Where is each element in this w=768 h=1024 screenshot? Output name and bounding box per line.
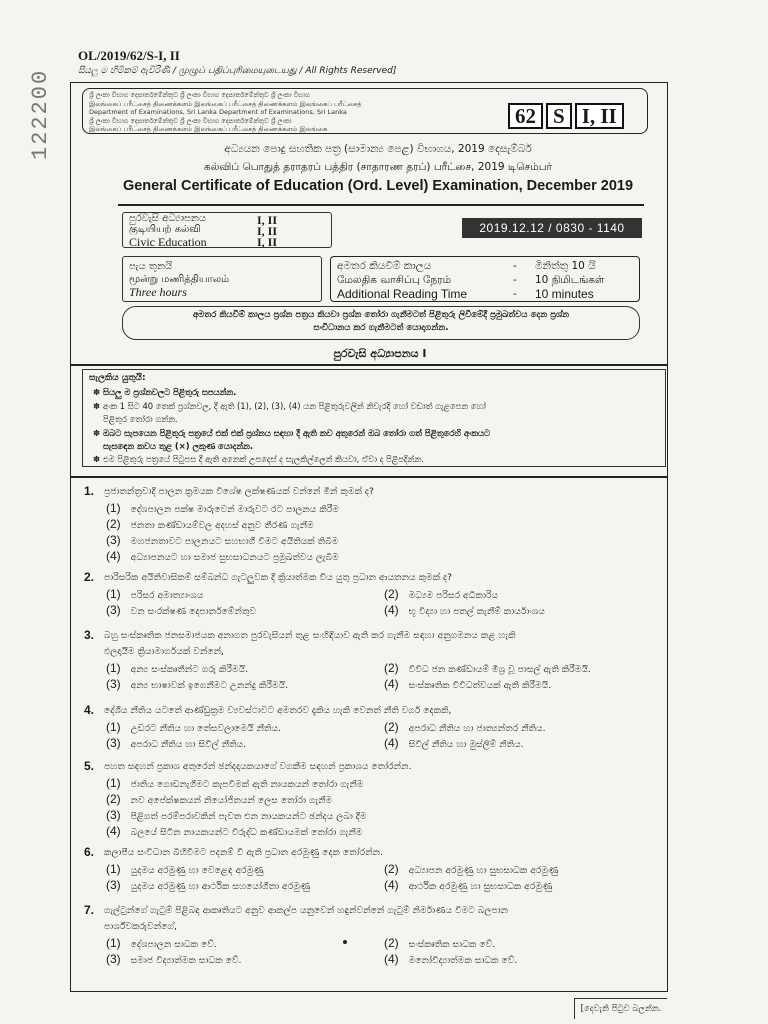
paper-code-subject: S — [546, 103, 572, 129]
answer-option: (4) මනෝවිද්‍යාත්මක සාධක වේ. — [384, 952, 518, 966]
question-number: 4. — [84, 703, 95, 717]
paper-code-line: OL/2019/62/S-I, II — [78, 48, 180, 63]
question-number: 7. — [84, 903, 95, 917]
answer-option: (3) අපරාධ නීතිය හා සිවිල් නීතිය. — [106, 736, 247, 750]
question-stem: දේශීය නීතිය යටතේ ආණ්ඩුක්‍රම ව්‍යවස්ථාවට අමතරව දැකිය හැකි වෙනත් නීති වර්ග දෙකකි, — [104, 705, 452, 716]
question-stem: ඵලදායීම ක්‍රියාමාර්ගයක් වන්නේ, — [104, 646, 224, 657]
answer-option: (4) සිවිල් නීතිය හා මුස්ලිම් නීතිය. — [384, 736, 524, 750]
question-stem: බහු සංස්කෘතික ජනසමාජයක අනාගත පුරවැසියන් තුළ සංහිඳියාව ඇති කර ගැනීම සඳහා අනුගමනය කළ හැකි — [104, 630, 516, 641]
answer-option: (4) සංස්කෘතික විවිධත්වයක් ඇති කිරීමයි. — [384, 677, 552, 691]
answer-option: (1) දේශපාලන සාධක වේ. — [106, 936, 217, 950]
question-stem: පහත සඳහන් ප්‍රකාශ අතුරෙන් ඡන්දදායකයාගේ වගකීම සඳහන් ප්‍රකාශය තෝරන්න. — [104, 761, 412, 772]
answer-option: (3) මහජනතාවට පාලනයට සහභාගී වීමට අයිතියක් තිබීම — [106, 533, 339, 547]
subject-sinhala: පුරවැසි අධ්‍යාපනය I, II — [129, 213, 278, 227]
question-number: 2. — [84, 570, 95, 584]
answer-option: (4) අධ්‍යාපනයට හා සමාජ සුභසාධනයට ප්‍රමුඛත්වය ලැබීම — [106, 549, 339, 563]
reading-time-english: Additional Reading Time - 10 minutes — [337, 287, 594, 301]
scan-dot — [343, 940, 347, 944]
question-stem: කලාපීය සංවිධාන බිහිවීමට පදනම් වී ඇති ප්‍රධාන අරමුණු දෙක තෝරන්න. — [104, 847, 384, 858]
turn-over-note: [දෙවැනි පිටුව බලන්න. — [574, 998, 667, 1019]
answer-option: (1) උඩරට නීතිය හා තේසවලාමෙයි නීතිය. — [106, 720, 281, 734]
duration-sinhala: පැය තුනයි — [129, 261, 173, 272]
serial-number: 122200 — [28, 68, 53, 160]
reading-time-sinhala: අමතර කියවීම් කාලය - මිනිත්තු 10 යි — [337, 259, 596, 272]
instruction-item: ✽ සියලු ම ප්‍රශ්නවලට පිළිතුරු සපයන්න. — [93, 387, 237, 397]
answer-option: (3) වන සංරක්ෂණ දෙපාර්තමේන්තුව — [106, 603, 257, 617]
paper-code-boxes — [508, 103, 636, 129]
answer-option: (1) අන්‍ය සංස්කෘතීන්ට ගරු කිරීමයි. — [106, 661, 249, 675]
instruction-item: ✽ එම පිළිතුරු පත්‍රයේ පිටුපස දී ඇති අනෙක් උපදෙස් ද සැලකිල්ලෙන් කියවා, ඒවා ද පිළිපදින්න. — [93, 454, 424, 464]
paper-code-parts: I, II — [575, 103, 624, 129]
instruction-item: ✽ ඔබට සැපයෙන පිළිතුරු පත්‍රයේ එක් එක් ප්‍රශ්නය සඳහා දී ඇති කව අතුරෙන් ඔබ තෝරා ගත් පිළිතුරෙහි අංකයට — [93, 428, 491, 438]
answer-option: (1) යුදමය අරමුණු හා වෙළෙඳ අරමුණු — [106, 862, 264, 876]
question-stem: ගැල්ටුන්ගේ ගැටුම් පිළිබඳ ආකෘතියට අනුව ආකල්ප යනුවෙන් හඳුන්වන්නේ ගැටුම් නිර්මාණය වීමට බලපාන — [104, 905, 509, 916]
paper-code-number: 62 — [508, 103, 543, 129]
subject-tamil: குடியியற் கல்வி I, II — [129, 224, 278, 238]
question-stem: පාර්ශ්වකරුවන්ගේ, — [104, 921, 177, 932]
part-title: පුරවැසි අධ්‍යාපනය I — [333, 347, 427, 360]
answer-option: (1) දේශපාලන පක්ෂ මාරුවෙන් මාරුවට රට පාලනය කිරීම — [106, 501, 339, 515]
answer-option: (3) සමාජ විද්‍යාත්මක සාධක වේ. — [106, 952, 242, 966]
duration-tamil: மூன்று மணித்தியாலம் — [129, 274, 230, 285]
all-rights-reserved: සියලු ම හිමිකම් ඇවිරිණි / முழுப் பதிப்புரிமையுடையது / All Rights Reserved] — [78, 66, 397, 76]
exam-title-sinhala: අධ්‍යයන පොදු සහතික පත්‍ර (සාමාන්‍ය පෙළ) විභාගය, 2019 දෙසැම්බර් — [224, 143, 532, 155]
question-number: 6. — [84, 845, 95, 859]
instructions-heading: සැලකිය යුතුයි: — [89, 373, 146, 383]
instructions-divider — [70, 476, 668, 478]
answer-option: (2) විවිධ ජන කණ්ඩායම් මිශ්‍ර වූ පාසල් ඇති කිරීමයි. — [384, 661, 591, 675]
question-number: 5. — [84, 759, 95, 773]
answer-option: (3) යුදමය අරමුණු හා ආර්ථික සහයෝගීතා අරමුණු — [106, 878, 311, 892]
exam-date-time: 2019.12.12 / 0830 - 1140 — [462, 218, 642, 238]
answer-option: (3) පිළිගත් පරම්පරාවකින් පැවත එන නායකයන්ට ඡන්දය ලබා දීම — [106, 808, 367, 822]
exam-title — [118, 140, 638, 196]
answer-option: (2) මධ්‍යම පරිසර අධිකාරිය — [384, 587, 499, 601]
reading-time-box — [330, 256, 640, 302]
exam-title-english: General Certificate of Education (Ord. Level) Examination, December 2019 — [122, 178, 634, 194]
reading-time-tamil: மேலதிக வாசிப்பு நேரம் - 10 நிமிடங்கள் — [337, 273, 605, 286]
question-stem: පාරිසරික අයිතිවාසිකම් සම්බන්ධ ගැටලුවක දී ක්‍රියාත්මක විය යුතු ප්‍රධාන ආයතනය කුමක් ද? — [104, 572, 452, 583]
question-number: 1. — [84, 484, 95, 498]
answer-option: (1) පරිසර අමාත්‍යාංශය — [106, 587, 204, 601]
answer-option: (2) සංස්කෘතික සාධක වේ. — [384, 936, 496, 950]
question-stem: ප්‍රජාතන්ත්‍රවාදී පාලන ක්‍රමයක විශේෂ ලක්ෂණයක් වන්නේ මින් කුමක් ද? — [104, 486, 374, 497]
answer-option: (2) නව අපේක්ෂකයන් නියෝජිතයන් ලෙස තෝරා ගැනීම — [106, 792, 333, 806]
duration-box — [122, 256, 322, 302]
answer-option: (4) ආර්ථික අරමුණු හා සුභසාධක අරමුණු — [384, 878, 553, 892]
question-number: 3. — [84, 628, 95, 642]
instructions-box — [82, 369, 666, 467]
duration-english: Three hours — [129, 285, 187, 299]
answer-option: (4) බලයේ සිටින නායකයන්ට විරුද්ධ කණ්ඩායමක් තෝරා ගැනීම — [106, 824, 363, 838]
subject-box — [122, 212, 332, 248]
subject-english: Civic Education I, II — [129, 235, 278, 249]
instruction-item-cont: පිළිතුර තෝරා ගන්න. — [103, 414, 178, 424]
instruction-item-cont: සැසඳෙන කවය තුළ (×) ලකුණ යොදන්න. — [103, 441, 254, 451]
answer-option: (2) අධ්‍යාපන අරමුණු හා සුභසාධක අරමුණු — [384, 862, 559, 876]
department-watermark-text: ශ්‍රී ලංකා විභාග දෙපාර්තමේන්තුව ශ්‍රී ලංකා විභාග දෙපාර්තමේන්තුව ශ්‍රී ලංකා විභාග இலங்கைப் பரீட்சைத் திணைக்களம் இலங்கைப் பரீட்சைத் திணைக்களம் இலங்கைப் பரீட்சைத் Department of Examinations, Sri Lanka Department of Examinations, Sri Lanka ශ්‍රී ලංකා විභාග දෙපාර්තමේන්තුව ශ්‍රී ලංකා විභාග දෙපාර්තමේන්තුව ශ්‍රී ලංකා இலங்கைப் பரீட்சைத் திணைக்களம் இலங்கைப் பரீட்சைத் திணைக்களம் இலங்கை — [89, 91, 362, 134]
part-divider — [70, 364, 668, 366]
exam-title-tamil: கல்விப் பொதுத் தராதரப் பத்திர (சாதாரண தரப்) பரீட்சை, 2019 டிசெம்பர் — [204, 161, 552, 173]
answer-option: (1) ජාතිය ගොඩනැගීමට කැපවීමක් ඇති නායකයන් තෝරා ගැනීම — [106, 776, 364, 790]
answer-option: (2) ජනතා කණ්ඩායම්වල අදහස් අනුව තීරණ ගැනීම — [106, 517, 314, 531]
answer-option: (4) භූ විද්‍යා හා පතල් කැනීම් කාර්යාංශය — [384, 603, 545, 617]
answer-option: (3) අන්‍ය භාෂාවක් ඉගෙනීමට උනන්දු කිරීමයි. — [106, 677, 289, 691]
instruction-item: ✽ අංක 1 සිට 40 තෙක් ප්‍රශ්නවල, දී ඇති (1), (2), (3), (4) යන පිළිතුරුවලින් නිවැරදි හෝ වඩාත් ගැළපෙන හෝ — [93, 401, 486, 411]
title-divider — [118, 204, 644, 206]
reading-time-note: අමතර කියවීම් කාලය ප්‍රශ්න පත්‍රය කියවා ප්‍රශ්න තෝරා ගැනීමටත් පිළිතුරු ලිවීමේදී ප්‍රමුඛත්වය දෙන ප්‍රශ්න සංවිධානය කර ගැනීමටත් යොදාගන්න. — [122, 306, 640, 340]
answer-option: (2) අපරාධ නීතිය හා ජාත්‍යන්තර නීතිය. — [384, 720, 546, 734]
